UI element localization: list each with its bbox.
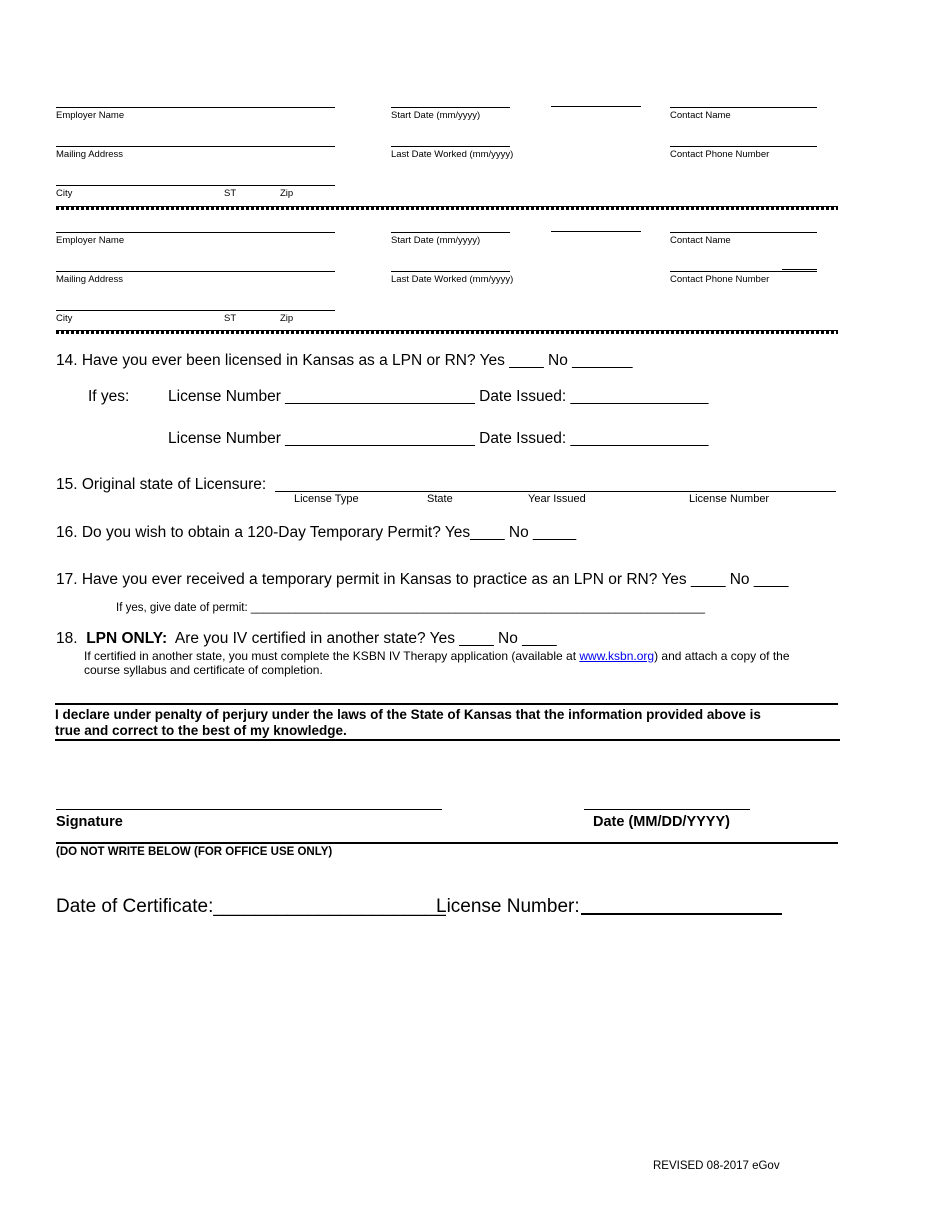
contact-phone-label: Contact Phone Number [670,149,770,160]
st-label: ST [224,188,237,199]
q18-number: 18. [56,630,78,647]
start-date-label: Start Date (mm/yyyy) [391,235,481,246]
start-date-field[interactable] [391,232,510,233]
q18-note-line-1 [84,649,790,663]
q18-note-before: If certified in another state, you must complete the KSBN IV Therapy application (available at [84,649,580,663]
employer-name-field[interactable] [56,107,335,108]
employer-name-label: Employer Name [56,110,125,121]
signature-label: Signature [56,814,123,830]
q15-col-state: State [427,493,453,505]
extra-date-field[interactable] [551,231,641,232]
mailing-address-field[interactable] [56,271,335,272]
q14-license-line-2[interactable]: License Number ______________________ Date Issued: ________________ [168,430,709,447]
contact-name-field[interactable] [670,232,817,233]
contact-name-field[interactable] [670,107,817,108]
declaration-bottom-rule [55,739,840,741]
contact-name-label: Contact Name [670,235,731,246]
date-of-certificate[interactable]: Date of Certificate:______________________ [56,896,446,917]
office-license-number-field[interactable] [581,913,782,915]
declaration-line-1: I declare under penalty of perjury under the laws of the State of Kansas that the information provided above is [55,707,761,722]
q15-col-year-issued: Year Issued [528,493,586,505]
q14-if-yes-label: If yes: [88,388,130,405]
city-label: City [56,188,73,199]
zip-label: Zip [280,313,294,324]
start-date-field[interactable] [391,107,510,108]
last-date-label: Last Date Worked (mm/yyyy) [391,274,514,285]
employer-name-label: Employer Name [56,235,125,246]
question-17[interactable]: 17. Have you ever received a temporary permit in Kansas to practice as an LPN or RN? Yes ____ No ____ [56,571,789,588]
question-18[interactable] [56,630,557,648]
office-use-rule [56,842,838,844]
mailing-address-label: Mailing Address [56,149,124,160]
q18-note-line-2: course syllabus and certificate of completion. [84,663,323,677]
q15-col-license-number: License Number [689,493,770,505]
zip-label: Zip [280,188,294,199]
office-license-number-label: License Number: [436,896,580,917]
date-field[interactable] [584,809,750,810]
revision-note: REVISED 08-2017 eGov [653,1160,780,1172]
separator-dashed-1 [56,206,838,210]
q18-note-after: ) and attach a copy of the [654,649,790,663]
last-date-field[interactable] [391,271,510,272]
city-label: City [56,313,73,324]
contact-phone-extra-line [782,269,817,270]
date-label: Date (MM/DD/YYYY) [593,814,730,830]
q18-lpn-only: LPN ONLY: [86,630,168,647]
q17-permit-date[interactable]: If yes, give date of permit: _______________________________________________________________________ [116,602,705,614]
question-16[interactable]: 16. Do you wish to obtain a 120-Day Temporary Permit? Yes____ No _____ [56,524,577,541]
q15-col-license-type: License Type [294,493,359,505]
q18-text: Are you IV certified in another state? Yes ____ No ____ [174,630,557,647]
office-use-label: (DO NOT WRITE BELOW (FOR OFFICE USE ONLY) [56,846,333,858]
question-14[interactable]: 14. Have you ever been licensed in Kansas as a LPN or RN? Yes ____ No _______ [56,352,633,369]
contact-phone-label: Contact Phone Number [670,274,770,285]
q14-license-line-1[interactable]: License Number ______________________ Date Issued: ________________ [168,388,709,405]
last-date-label: Last Date Worked (mm/yyyy) [391,149,514,160]
question-15: 15. Original state of Licensure: [56,476,267,493]
extra-date-field[interactable] [551,106,641,107]
city-st-zip-field[interactable] [56,185,335,186]
start-date-label: Start Date (mm/yyyy) [391,110,481,121]
signature-field[interactable] [56,809,442,810]
declaration-line-2: true and correct to the best of my knowledge. [55,723,347,738]
separator-dashed-2 [56,330,838,334]
mailing-address-field[interactable] [56,146,335,147]
employer-name-field[interactable] [56,232,335,233]
st-label: ST [224,313,237,324]
mailing-address-label: Mailing Address [56,274,124,285]
declaration-top-rule [55,703,838,705]
contact-phone-field[interactable] [670,146,817,147]
q15-licensure-field[interactable] [275,491,836,492]
city-st-zip-field[interactable] [56,310,335,311]
contact-name-label: Contact Name [670,110,731,121]
contact-phone-field[interactable] [670,271,817,272]
ksbn-link[interactable]: www.ksbn.org [579,649,655,663]
last-date-field[interactable] [391,146,510,147]
